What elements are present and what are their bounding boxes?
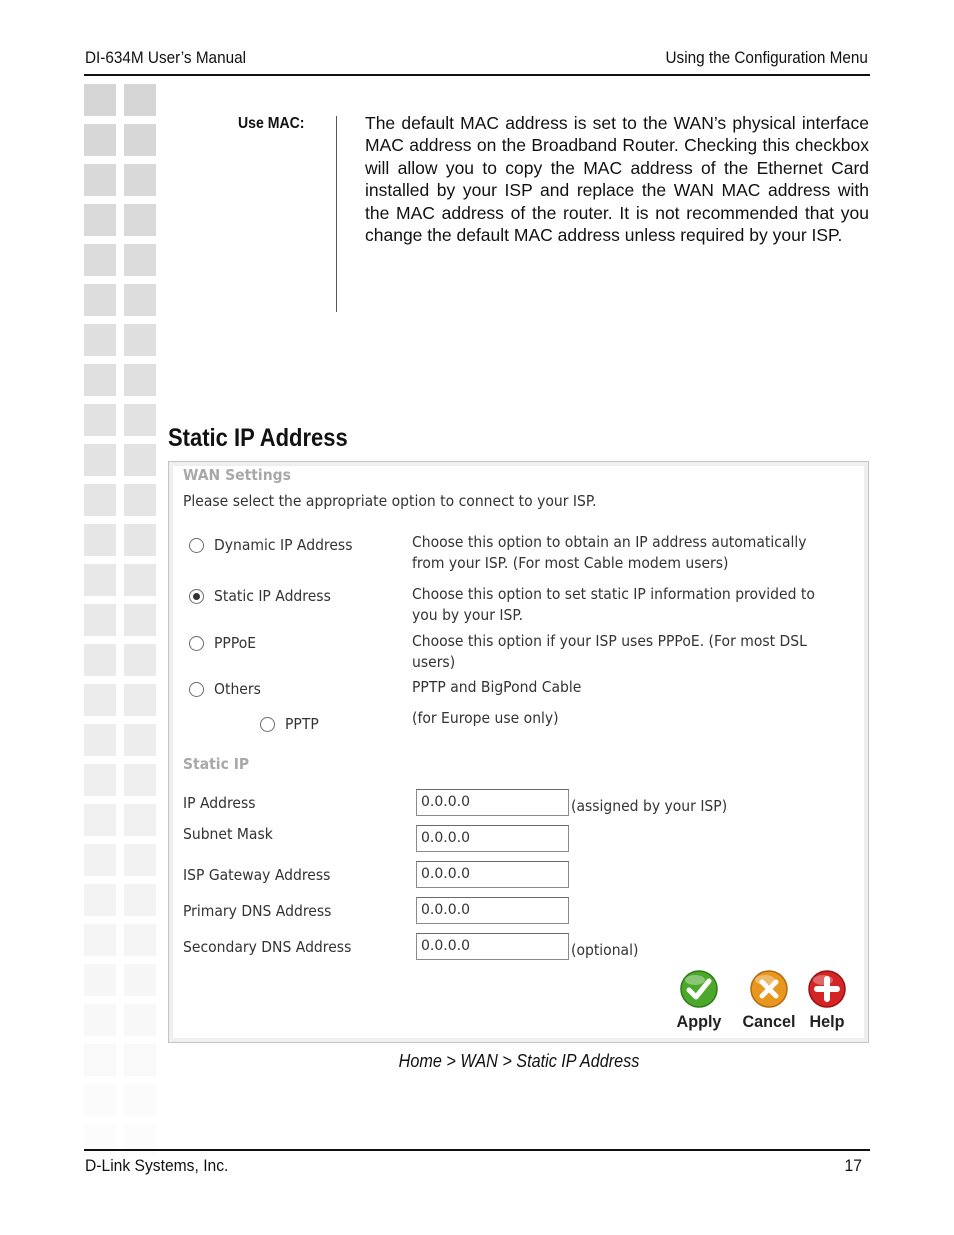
cancel-x-icon [749,969,789,1009]
apply-button[interactable] [669,969,729,1032]
decorative-tile [84,1084,116,1116]
option-label-pppoe: PPPoE [214,634,257,652]
decorative-tile [84,364,116,396]
decorative-tile [124,764,156,796]
definition-divider [336,116,337,312]
footer-rule [84,1149,870,1151]
decorative-tile [124,1004,156,1036]
wan-settings-panel [173,466,864,1038]
header-manual-title: DI-634M User’s Manual [85,48,247,67]
decorative-tile [124,84,156,116]
decorative-tile [84,1004,116,1036]
decorative-tile [124,444,156,476]
option-label-others: Others [214,680,261,698]
decorative-tile [84,724,116,756]
decorative-tile [124,684,156,716]
decorative-tile [84,124,116,156]
wan-settings-screenshot [168,461,869,1043]
page-number: 17 [844,1156,862,1175]
secondary-dns-input[interactable]: 0.0.0.0 [416,933,569,960]
cancel-button[interactable] [739,969,799,1032]
primary-dns-input[interactable]: 0.0.0.0 [416,897,569,924]
decorative-tile [124,604,156,636]
field-label-secondary-dns: Secondary DNS Address [183,938,352,956]
field-label-isp-gateway: ISP Gateway Address [183,866,331,884]
radio-dynamic-ip[interactable] [189,538,204,553]
option-desc-pptp: (for Europe use only) [412,709,559,727]
ip-address-input[interactable]: 0.0.0.0 [416,789,569,816]
decorative-tile [124,484,156,516]
checkmark-icon [679,969,719,1009]
decorative-tile [84,204,116,236]
decorative-tile [124,1084,156,1116]
secondary-dns-note: (optional) [571,941,639,959]
decorative-tile [124,524,156,556]
decorative-tile-column [84,84,160,1154]
option-label-static-ip: Static IP Address [214,587,331,605]
field-label-primary-dns: Primary DNS Address [183,902,332,920]
decorative-tile [84,924,116,956]
radio-others[interactable] [189,682,204,697]
decorative-tile [124,564,156,596]
decorative-tile [84,84,116,116]
option-desc-pppoe: Choose this option if your ISP uses PPPoE. (For most DSL users) [412,632,807,671]
decorative-tile [124,644,156,676]
footer-company: D-Link Systems, Inc. [85,1156,229,1175]
static-ip-heading: Static IP [183,755,250,773]
decorative-tile [124,724,156,756]
decorative-tile [84,404,116,436]
decorative-tile [124,804,156,836]
decorative-tile [84,524,116,556]
plus-help-icon [807,969,847,1009]
decorative-tile [124,884,156,916]
option-desc-others: PPTP and BigPond Cable [412,678,582,696]
decorative-tile [124,124,156,156]
section-title: Static IP Address [168,424,348,452]
screenshot-caption: Home > WAN > Static IP Address [398,1051,640,1071]
option-label-dynamic-ip: Dynamic IP Address [214,536,353,554]
ip-address-note: (assigned by your ISP) [571,797,728,815]
decorative-tile [124,244,156,276]
definition-description: The default MAC address is set to the WAN’s physical interface MAC address on the Broadband Router. Checking this checkbox will allow you to copy the MAC address of the Ethernet Card installed by your ISP and replace the WAN MAC address with the MAC address of the router. It is not recommended that you change the default MAC address unless required by your ISP. [365,113,869,246]
decorative-tile [124,204,156,236]
decorative-tile [84,1124,116,1156]
wan-intro-text: Please select the appropriate option to connect to your ISP. [183,492,597,510]
help-button[interactable] [797,969,857,1032]
subnet-mask-input[interactable]: 0.0.0.0 [416,825,569,852]
decorative-tile [84,164,116,196]
isp-gateway-input[interactable]: 0.0.0.0 [416,861,569,888]
definition-term: Use MAC: [238,115,305,132]
decorative-tile [124,164,156,196]
field-label-ip-address: IP Address [183,794,256,812]
field-label-subnet-mask: Subnet Mask [183,825,273,843]
decorative-tile [84,964,116,996]
decorative-tile [84,604,116,636]
radio-pptp[interactable] [260,717,275,732]
option-desc-dynamic-ip: Choose this option to obtain an IP address automatically from your ISP. (For most Cable modem users) [412,533,807,572]
decorative-tile [124,284,156,316]
decorative-tile [84,884,116,916]
decorative-tile [84,844,116,876]
decorative-tile [124,324,156,356]
decorative-tile [124,364,156,396]
header-rule [84,74,870,76]
decorative-tile [84,764,116,796]
decorative-tile [124,844,156,876]
decorative-tile [84,644,116,676]
help-label: Help [809,1012,845,1031]
decorative-tile [84,804,116,836]
decorative-tile [84,484,116,516]
decorative-tile [124,404,156,436]
decorative-tile [84,564,116,596]
cancel-label: Cancel [742,1012,796,1031]
decorative-tile [124,1124,156,1156]
radio-pppoe[interactable] [189,636,204,651]
decorative-tile [84,324,116,356]
decorative-tile [84,284,116,316]
header-section-title: Using the Configuration Menu [665,48,868,67]
wan-settings-heading: WAN Settings [183,466,291,484]
option-desc-static-ip: Choose this option to set static IP information provided to you by your ISP. [412,585,815,624]
option-label-pptp: PPTP [285,715,319,733]
decorative-tile [84,444,116,476]
decorative-tile [84,684,116,716]
decorative-tile [84,244,116,276]
radio-static-ip[interactable] [189,589,204,604]
decorative-tile [124,964,156,996]
apply-label: Apply [676,1012,722,1031]
decorative-tile [124,924,156,956]
